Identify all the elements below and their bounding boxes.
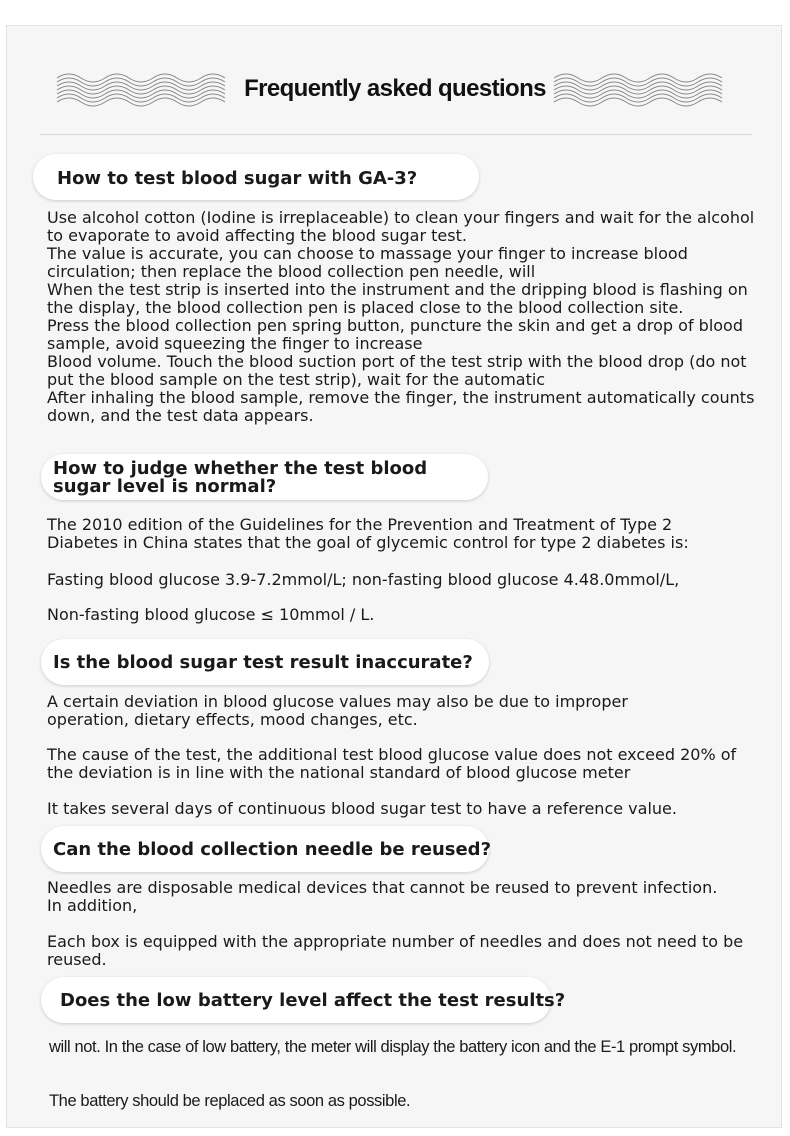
faq-question: Is the blood sugar test result inaccurate? [53,652,473,673]
faq-answer: A certain deviation in blood glucose values may also be due to improper operation, dietary effects, mood changes, etc. [47,692,628,729]
faq-answer: will not. In the case of low battery, the meter will display the battery icon and the E-1 prompt symbol. [49,1038,737,1056]
faq-answer: Each box is equipped with the appropriate number of needles and does not need to be reused. [47,932,744,969]
page-title: Frequently asked questions [244,75,546,102]
faq-question: Can the blood collection needle be reused? [53,839,492,860]
faq-answer: Needles are disposable medical devices that cannot be reused to prevent infection. In addition, [47,878,718,915]
faq-answer: Use alcohol cotton (Iodine is irreplaceable) to clean your fingers and wait for the alcohol to evaporate to avoid affecting the blood sugar test. The value is accurate, you can choose to massage your finger to increase blood circulation; then replace the blood collection pen needle, will When the test strip is inserted into the instrument and the dripping blood is flashing on the display, the blood collection pen is placed close to the blood collection site. Press the blood collection pen spring button, puncture the skin and get a drop of blood sample, avoid squeezing the finger to increase Blood volume. Touch the blood suction port of the test strip with the blood drop (do not put the blood sample on the test strip), wait for the automatic After inhaling the blood sample, remove the finger, the instrument automatically counts down, and the test data appears. [47,208,755,425]
wave-decoration-right-icon [552,72,734,108]
faq-answer: The battery should be replaced as soon as possible. [49,1092,411,1110]
faq-answer: Fasting blood glucose 3.9-7.2mmol/L; non-fasting blood glucose 4.48.0mmol/L, [47,570,680,589]
header-divider [40,134,752,135]
faq-answer: The cause of the test, the additional test blood glucose value does not exceed 20% of the deviation is in line with the national standard of blood glucose meter [47,745,737,782]
faq-answer: It takes several days of continuous blood sugar test to have a reference value. [47,799,677,818]
faq-question: How to judge whether the test blood sugar level is normal? [53,458,428,497]
faq-question: How to test blood sugar with GA-3? [57,168,418,189]
faq-header [0,65,790,115]
faq-answer: Non-fasting blood glucose ≤ 10mmol / L. [47,605,375,624]
faq-question: Does the low battery level affect the test results? [60,990,566,1011]
faq-answer: The 2010 edition of the Guidelines for the Prevention and Treatment of Type 2 Diabetes in China states that the goal of glycemic control for type 2 diabetes is: [47,515,689,552]
